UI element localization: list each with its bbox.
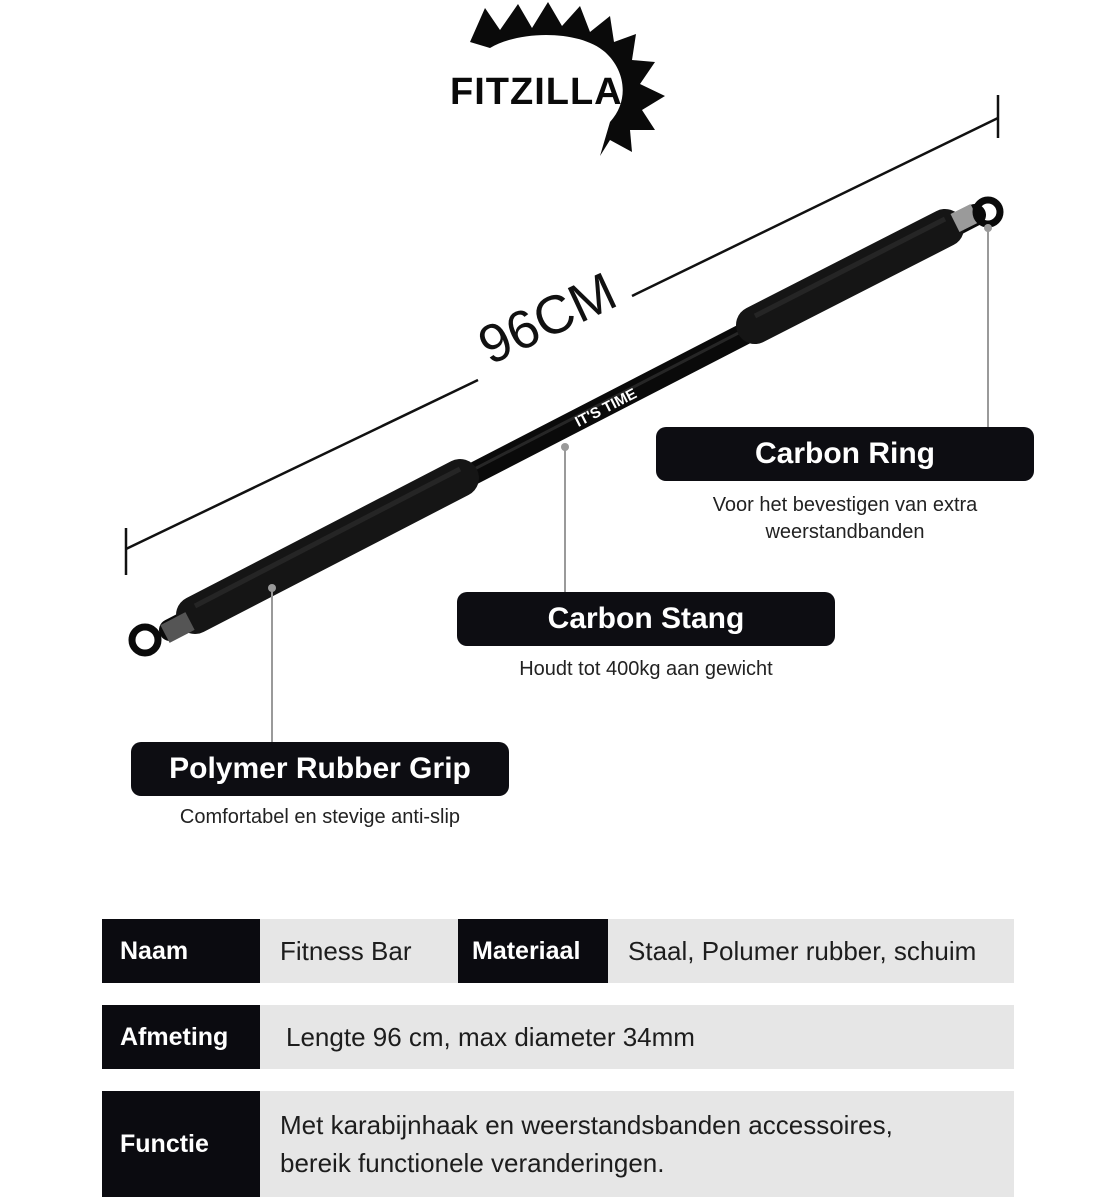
bar-print-text: IT'S TIME bbox=[572, 385, 640, 431]
callout-carbon-stang-title: Carbon Stang bbox=[457, 592, 835, 646]
spec-label-naam: Naam bbox=[102, 919, 260, 983]
callout-rubber-grip-desc: Comfortabel en stevige anti-slip bbox=[179, 806, 461, 828]
callout-carbon-ring-title: Carbon Ring bbox=[656, 427, 1034, 481]
spec-row-functie bbox=[102, 1091, 1014, 1197]
spec-value-afmeting: Lengte 96 cm, max diameter 34mm bbox=[286, 1021, 695, 1052]
spec-row-afmeting bbox=[102, 1005, 1014, 1069]
spec-value-materiaal: Staal, Polumer rubber, schuim bbox=[628, 935, 977, 966]
spec-value-functie-line1: Met karabijnhaak en weerstandsbanden accessoires, bbox=[280, 1110, 893, 1140]
callout-carbon-ring-desc: Voor het bevestigen van extra weerstandbanden bbox=[712, 494, 978, 543]
spec-value-functie-line2: bereik functionele veranderingen. bbox=[280, 1148, 665, 1178]
callout-rubber-grip-title: Polymer Rubber Grip bbox=[131, 742, 509, 796]
dimension-label: 96CM bbox=[469, 261, 626, 377]
spec-label-materiaal: Materiaal bbox=[458, 919, 608, 983]
spec-value-functie bbox=[280, 1091, 893, 1197]
brand-name: FITZILLA bbox=[450, 71, 623, 113]
fitzilla-logo bbox=[440, 0, 680, 160]
spec-label-afmeting: Afmeting bbox=[102, 1005, 260, 1069]
spec-row-naam bbox=[102, 919, 1014, 983]
spec-label-functie: Functie bbox=[102, 1091, 260, 1197]
callout-carbon-stang-desc: Houdt tot 400kg aan gewicht bbox=[519, 658, 773, 680]
spec-value-naam: Fitness Bar bbox=[280, 935, 412, 966]
